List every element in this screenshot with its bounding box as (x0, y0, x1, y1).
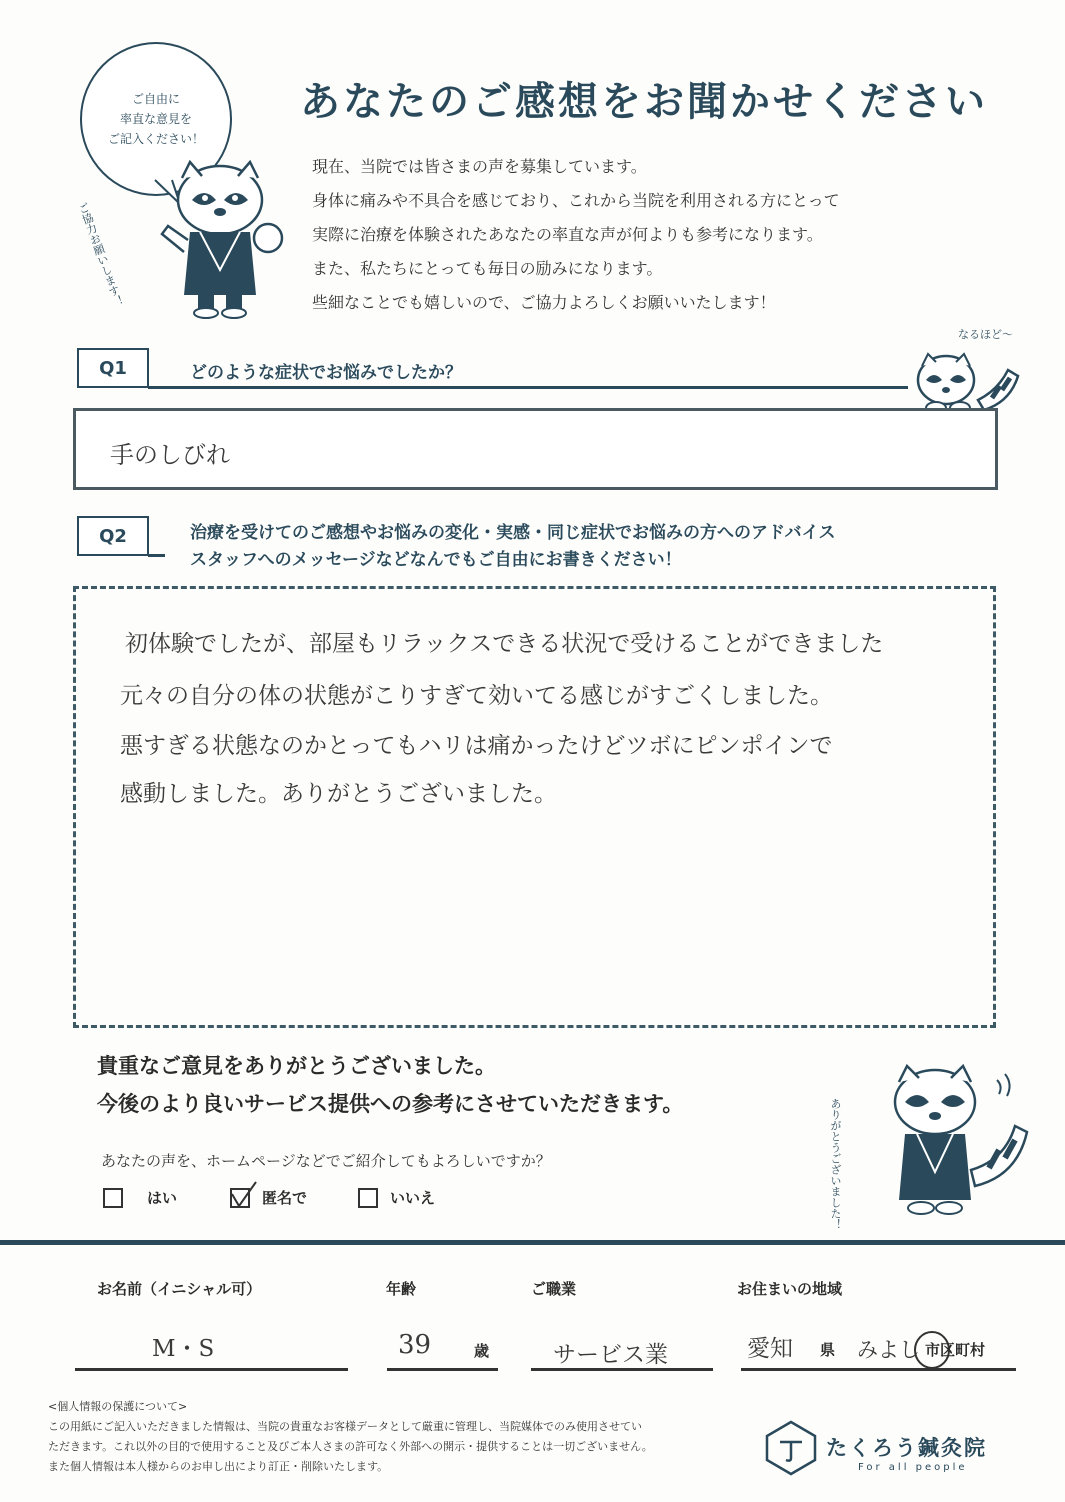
name-underline[interactable] (75, 1368, 348, 1371)
intro-line-3: 実際に治療を体験されたあなたの率直な声が何よりも参考になります。 (312, 225, 823, 244)
intro-line-2: 身体に痛みや不具合を感じており、これから当院を利用される方にとって (312, 191, 840, 210)
q1-answer-box[interactable] (73, 408, 998, 490)
q1-mascot-note: なるほど〜 (958, 328, 1013, 341)
thanks-line-2: 今後のより良いサービス提供への参考にさせていただきます。 (97, 1092, 684, 1116)
prefecture-unit: 県 (820, 1341, 836, 1359)
job-value: サービス業 (553, 1342, 668, 1368)
bubble-line-3: ご記入ください！ (107, 132, 204, 146)
city-value: みよし (857, 1338, 920, 1362)
clinic-tagline: For all people (858, 1462, 968, 1473)
job-label: ご職業 (531, 1280, 577, 1298)
q2-answer-line-4: 感動しました。ありがとうございました。 (120, 781, 557, 807)
q1-question: どのような症状でお悩みでしたか？ (190, 363, 462, 383)
name-value: M・S (152, 1336, 215, 1362)
q2-question-line-1: 治療を受けてのご感想やお悩みの変化・実感・同じ症状でお悩みの方へのアドバイス (190, 523, 836, 543)
raccoon-mascot-icon (160, 160, 290, 320)
consent-yes-label: はい (147, 1189, 178, 1207)
age-label: 年齢 (386, 1280, 417, 1298)
intro-line-1: 現在、当院では皆さまの声を募集しています。 (312, 157, 647, 176)
q2-question-line-2: スタッフへのメッセージなどなんでもご自由にお書きください！ (190, 550, 682, 570)
age-unit: 歳 (474, 1342, 490, 1360)
job-underline[interactable] (531, 1368, 713, 1371)
intro-line-4: また、私たちにとっても毎日の励みになります。 (312, 259, 663, 278)
page-title: あなたのご感想をお聞かせください (300, 79, 988, 125)
age-underline[interactable] (387, 1368, 498, 1371)
privacy-line-2: ただきます。これ以外の目的で使用すること及びご本人さまの許可なく外部への開示・提供することは一切ございません。 (48, 1440, 653, 1453)
q1-answer: 手のしびれ (110, 441, 230, 469)
privacy-line-3: また個人情報は本人様からのお申し出により訂正・削除いたします。 (48, 1460, 389, 1473)
thanks-line-1: 貴重なご意見をありがとうございました。 (97, 1054, 496, 1078)
check-mark-icon (226, 1178, 260, 1212)
thanking-raccoon-icon (865, 1060, 1035, 1220)
prefecture-value: 愛知 (747, 1336, 793, 1362)
area-label: お住まいの地域 (737, 1280, 843, 1298)
q1-label: Q1 (77, 348, 149, 388)
bubble-line-2: 率直な意見を (119, 112, 192, 126)
clinic-logo-icon (764, 1420, 818, 1476)
privacy-heading: <個人情報の保護について> (48, 1400, 188, 1413)
intro-line-5: 些細なことでも嬉しいので、ご協力よろしくお願いいたします！ (312, 293, 776, 312)
consent-yes-checkbox[interactable] (103, 1188, 123, 1208)
consent-anonymous-label: 匿名で (262, 1189, 308, 1207)
city-unit: 市区町村 (925, 1341, 986, 1359)
name-label: お名前（イニシャル可） (97, 1280, 262, 1298)
area-underline[interactable] (741, 1368, 1016, 1371)
thanks-mascot-note: ありがとうございました！ (829, 1098, 842, 1230)
consent-no-label: いいえ (390, 1189, 436, 1207)
q2-rule (148, 554, 165, 557)
q2-answer-line-3: 悪すぎる状態なのかとってもハリは痛かったけどツボにピンポインで (120, 733, 833, 759)
consent-question: あなたの声を、ホームページなどでご紹介してもよろしいですか？ (101, 1152, 551, 1170)
bubble-line-1: ご自由に (131, 92, 180, 106)
q1-rule (148, 386, 908, 389)
consent-no-checkbox[interactable] (358, 1188, 378, 1208)
mascot-side-note: ご協力お願いします！ (75, 200, 126, 309)
section-divider (0, 1240, 1065, 1245)
q2-answer-line-2: 元々の自分の体の状態がこりすぎて効いてる感じがすごくしました。 (120, 683, 833, 709)
clinic-name: たくろう鍼灸院 (826, 1436, 987, 1460)
q2-label: Q2 (77, 516, 149, 556)
privacy-line-1: この用紙にご記入いただきました情報は、当院の貴重なお客様データとして厳重に管理し、当院媒体でのみ使用させてい (48, 1420, 642, 1433)
q2-answer-line-1: 初体験でしたが、部屋もリラックスできる状況で受けることができました (125, 631, 884, 657)
age-value: 39 (398, 1330, 432, 1360)
